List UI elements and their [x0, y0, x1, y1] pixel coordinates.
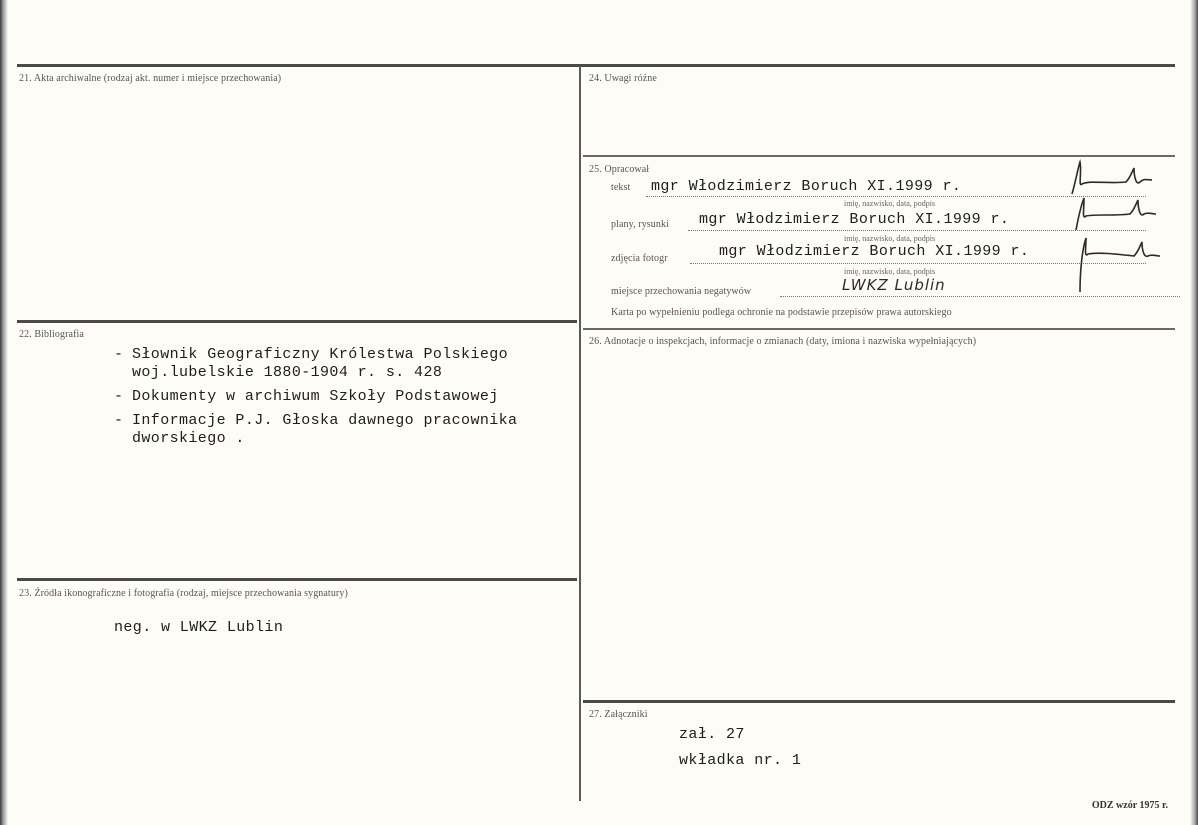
section-24-label: 24. Uwagi różne	[589, 73, 657, 84]
attachment-item: wkładka nr. 1	[679, 752, 802, 769]
row-photos-value: mgr Włodzimierz Boruch XI.1999 r.	[719, 243, 1030, 260]
row-text-label: tekst	[611, 182, 631, 193]
row-text-sublabel: imię, nazwisko, data, podpis	[844, 199, 936, 208]
scan-edge-left	[0, 0, 8, 825]
row-text-value: mgr Włodzimierz Boruch XI.1999 r.	[651, 178, 962, 195]
section-27-label: 27. Załączniki	[589, 709, 648, 720]
rule-25-26	[583, 328, 1175, 330]
signature-plans-row	[1070, 192, 1160, 234]
section-26-label: 26. Adnotacje o inspekcjach, informacje o zmianach (daty, imiona i nazwiska wypełniających)	[589, 336, 977, 347]
list-dash: -	[114, 346, 124, 363]
row-plans-sublabel: imię, nazwisko, data, podpis	[844, 234, 936, 243]
section-21-label: 21. Akta archiwalne (rodzaj akt. numer i miejsce przechowania)	[19, 73, 282, 84]
negatives-label: miejsce przechowania negatywów	[611, 286, 752, 297]
row-photos-sublabel: imię, nazwisko, data, podpis	[844, 267, 936, 276]
form-footer: ODZ wzór 1975 r.	[1091, 800, 1168, 811]
row-plans-label: plany, rysunki	[611, 219, 669, 230]
bibliography-item-text: Dokumenty w archiwum Szkoły Podstawowej	[132, 388, 499, 405]
section-22-label: 22. Bibliografia	[19, 329, 84, 340]
rule-24-25	[583, 155, 1175, 157]
top-rule	[17, 64, 1175, 67]
bibliography-item	[114, 388, 517, 406]
attachment-item: zał. 27	[679, 726, 745, 743]
center-divider	[579, 66, 581, 801]
copyright-note: Karta po wypełnieniu podlega ochronie na podstawie przepisów prawa autorskiego	[611, 307, 952, 318]
section-23-label: 23. Źródła ikonograficzne i fotografia (rodzaj, miejsce przechowania sygnatury)	[19, 588, 348, 599]
bibliography-item-text: Informacje P.J. Głoska dawnego pracownika dworskiego .	[132, 412, 518, 447]
section-25-label: 25. Opracował	[589, 164, 650, 175]
list-dash: -	[114, 388, 124, 405]
signature-photos-row	[1072, 232, 1162, 294]
negatives-dotline	[780, 296, 1180, 297]
bibliography-list	[114, 346, 517, 454]
rule-22-23	[17, 578, 577, 581]
list-dash: -	[114, 412, 124, 429]
section-23-value: neg. w LWKZ Lublin	[114, 619, 284, 636]
bibliography-item	[114, 412, 517, 448]
bibliography-item	[114, 346, 517, 382]
negatives-value: LWKZ Lublin	[842, 276, 946, 294]
row-photos-label: zdjęcia fotogr	[611, 253, 668, 264]
scan-edge-right	[1190, 0, 1198, 825]
rule-26-27	[583, 700, 1175, 703]
row-plans-value: mgr Włodzimierz Boruch XI.1999 r.	[699, 211, 1010, 228]
bibliography-item-text: Słownik Geograficzny Królestwa Polskiego woj.lubelskie 1880-1904 r. s. 428	[132, 346, 509, 381]
rule-21-22	[17, 320, 577, 323]
